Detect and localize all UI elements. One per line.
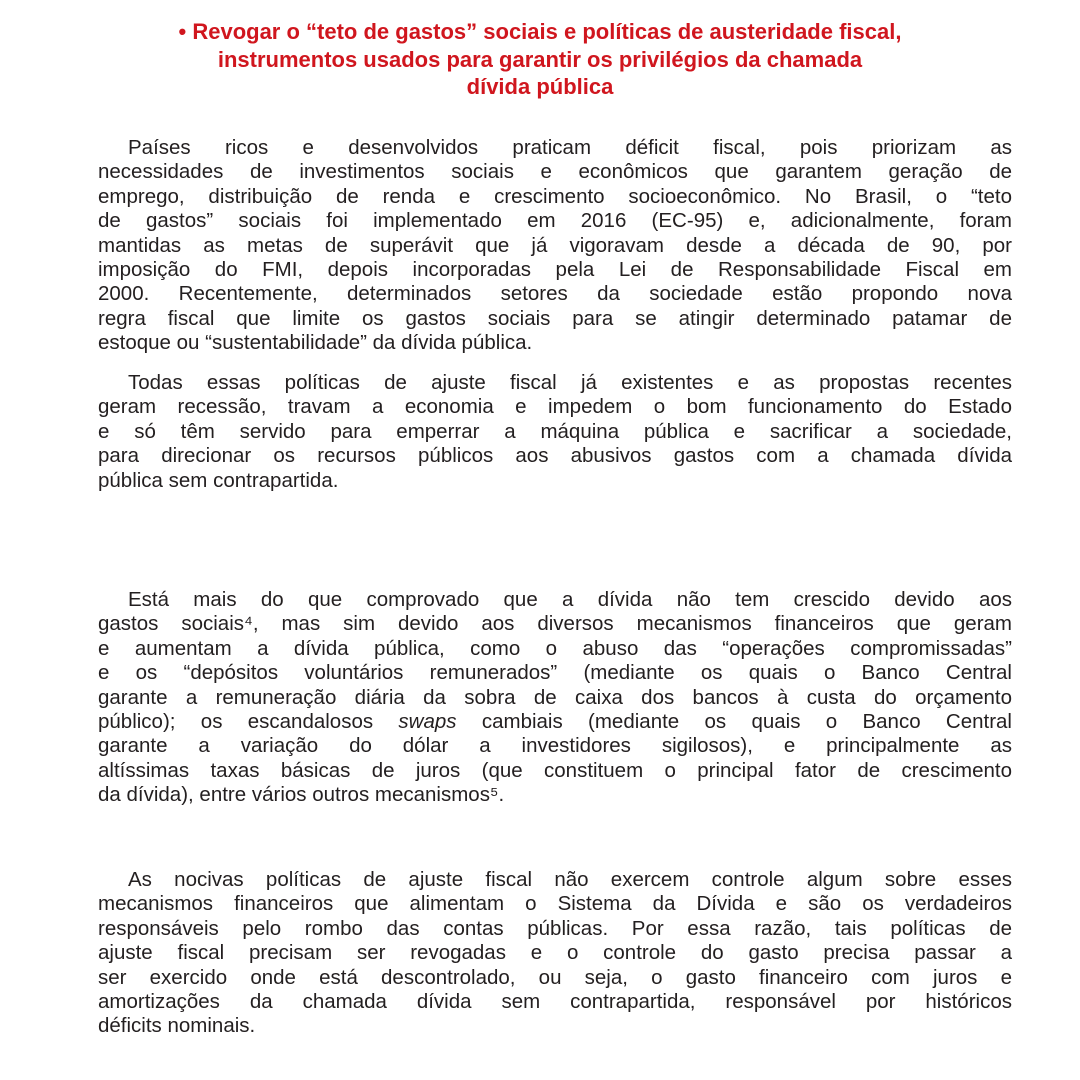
text-line: garante a remuneração diária da sobra de caixa dos bancos à custa do orçamento (98, 685, 1012, 709)
text-segment: cambiais (mediante os quais o Banco Central (456, 709, 1012, 733)
text-line: de gastos” sociais foi implementado em 2016 (EC-95) e, adicionalmente, foram (98, 209, 1012, 233)
text-line: para direcionar os recursos públicos aos abusivos gastos com a chamada dívida (98, 444, 1012, 468)
text-line: imposição do FMI, depois incorporadas pela Lei de Responsabilidade Fiscal em (98, 257, 1012, 281)
text-line: emprego, distribuição de renda e crescimento socioeconômico. No Brasil, o “teto (98, 184, 1012, 208)
paragraph-4 (98, 868, 1012, 1039)
text-line: garante a variação do dólar a investidores sigilosos), e principalmente as (98, 734, 1012, 758)
text-line: e aumentam a dívida pública, como o abuso das “operações compromissadas” (98, 636, 1012, 660)
text-line (98, 710, 1012, 734)
text-line: altíssimas taxas básicas de juros (que constituem o principal fator de crescimento (98, 758, 1012, 782)
text-line: da dívida), entre vários outros mecanismos⁵. (98, 783, 505, 807)
text-line: amortizações da chamada dívida sem contrapartida, responsável por históricos (98, 989, 1012, 1013)
text-line: responsáveis pelo rombo das contas públicas. Por essa razão, tais políticas de (98, 916, 1012, 940)
text-line: regra fiscal que limite os gastos sociais para se atingir determinado patamar de (98, 306, 1012, 330)
text-line: pública sem contrapartida. (98, 468, 339, 492)
text-line: estoque ou “sustentabilidade” da dívida pública. (98, 331, 533, 355)
text-line: As nocivas políticas de ajuste fiscal não exercem controle algum sobre esses (128, 868, 1012, 891)
text-line: Está mais do que comprovado que a dívida não tem crescido devido aos (128, 588, 1012, 611)
section-heading (60, 18, 1020, 101)
heading-line: dívida pública (466, 74, 614, 99)
text-line: mantidas as metas de superávit que já vigoravam desde a década de 90, por (98, 233, 1012, 257)
text-segment: público); os escandalosos (98, 709, 399, 733)
italic-term: swaps (398, 709, 457, 733)
paragraph-3 (98, 588, 1012, 808)
text-line: e os “depósitos voluntários remunerados” (mediante os quais o Banco Central (98, 661, 1012, 685)
text-line: e só têm servido para emperrar a máquina pública e sacrificar a sociedade, (98, 419, 1012, 443)
text-line: ser exercido onde está descontrolado, ou seja, o gasto financeiro com juros e (98, 965, 1012, 989)
text-line: mecanismos financeiros que alimentam o Sistema da Dívida e são os verdadeiros (98, 892, 1012, 916)
paragraph-2 (98, 371, 1012, 493)
text-line: gastos sociais⁴, mas sim devido aos diversos mecanismos financeiros que geram (98, 612, 1012, 636)
text-line: necessidades de investimentos sociais e econômicos que garantem geração de (98, 160, 1012, 184)
text-line: Países ricos e desenvolvidos praticam déficit fiscal, pois priorizam as (128, 136, 1012, 159)
text-line: ajuste fiscal precisam ser revogadas e o controle do gasto precisa passar a (98, 941, 1012, 965)
text-line: Todas essas políticas de ajuste fiscal já existentes e as propostas recentes (128, 371, 1012, 394)
heading-line: • Revogar o “teto de gastos” sociais e políticas de austeridade fiscal, (178, 19, 902, 44)
text-line: 2000. Recentemente, determinados setores da sociedade estão propondo nova (98, 282, 1012, 306)
heading-line: instrumentos usados para garantir os privilégios da chamada (217, 46, 863, 72)
text-line: geram recessão, travam a economia e impedem o bom funcionamento do Estado (98, 395, 1012, 419)
text-line: déficits nominais. (98, 1014, 256, 1038)
paragraph-1 (98, 136, 1012, 356)
